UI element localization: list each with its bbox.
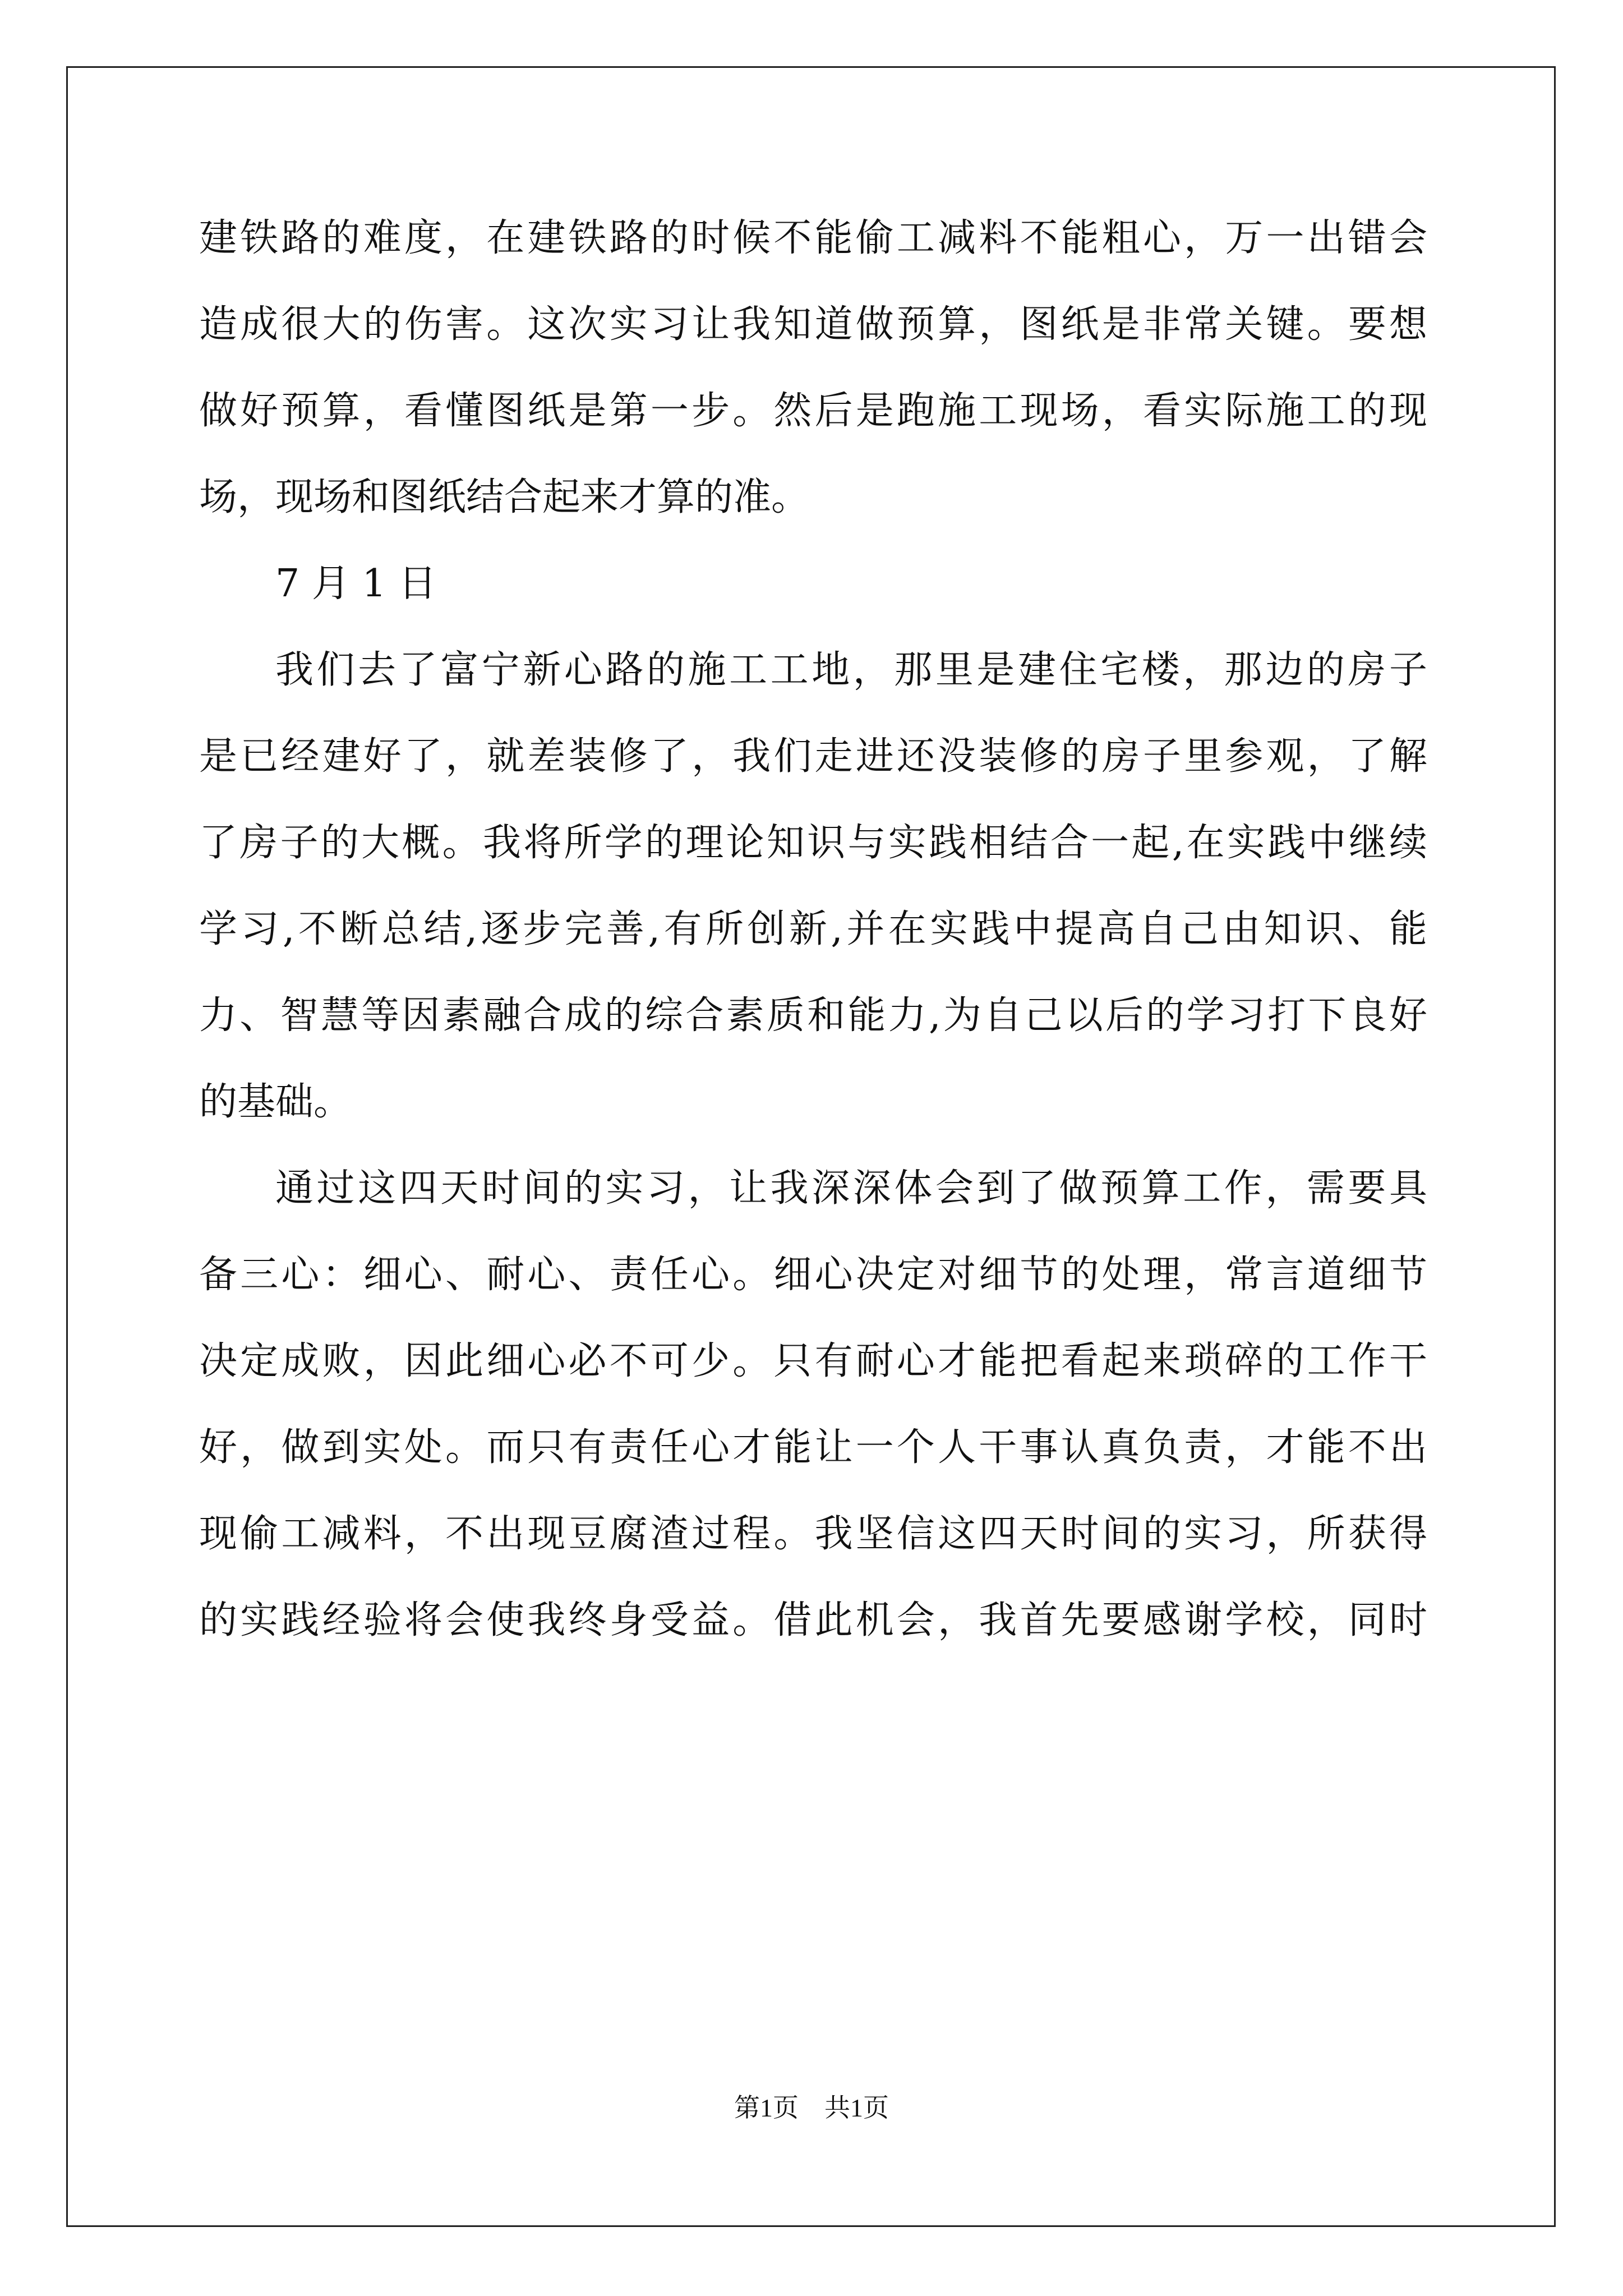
body-line: 是已经建好了，就差装修了，我们走进还没装修的房子里参观，了解 <box>199 734 1427 779</box>
body-line: 做好预算，看懂图纸是第一步。然后是跑施工现场，看实际施工的现 <box>199 389 1427 433</box>
body-line: 建铁路的难度，在建铁路的时候不能偷工减料不能粗心，万一出错会 <box>199 216 1427 260</box>
body-line: 了房子的大概。我将所学的理论知识与实践相结合一起,在实践中继续 <box>199 821 1427 865</box>
body-line: 我们去了富宁新心路的施工工地，那里是建住宅楼，那边的房子 <box>275 648 1427 692</box>
body-line: 力、智慧等因素融合成的综合素质和能力,为自己以后的学习打下良好 <box>199 993 1427 1038</box>
page-footer <box>0 2091 1623 2125</box>
body-line: 学习,不断总结,逐步完善,有所创新,并在实践中提高自己由知识、能 <box>199 907 1427 951</box>
page-number-current: 第1页 <box>734 2093 799 2122</box>
body-line: 决定成败，因此细心必不可少。只有耐心才能把看起来琐碎的工作干 <box>199 1339 1427 1383</box>
body-line: 通过这四天时间的实习，让我深深体会到了做预算工作，需要具 <box>275 1166 1427 1211</box>
body-line: 的实践经验将会使我终身受益。借此机会，我首先要感谢学校，同时 <box>199 1598 1427 1642</box>
body-line: 备三心：细心、耐心、责任心。细心决定对细节的处理，常言道细节 <box>199 1253 1427 1297</box>
date-heading: 7 月 1 日 <box>275 562 437 606</box>
document-body <box>199 208 1427 1676</box>
body-line: 好，做到实处。而只有责任心才能让一个人干事认真负责，才能不出 <box>199 1425 1427 1470</box>
page-number-total: 共1页 <box>824 2093 889 2122</box>
body-line: 的基础。 <box>199 1080 352 1124</box>
body-line: 造成很大的伤害。这次实习让我知道做预算，图纸是非常关键。要想 <box>199 302 1427 347</box>
body-line: 现偷工减料，不出现豆腐渣过程。我坚信这四天时间的实习，所获得 <box>199 1512 1427 1556</box>
body-line: 场，现场和图纸结合起来才算的准。 <box>199 475 810 519</box>
